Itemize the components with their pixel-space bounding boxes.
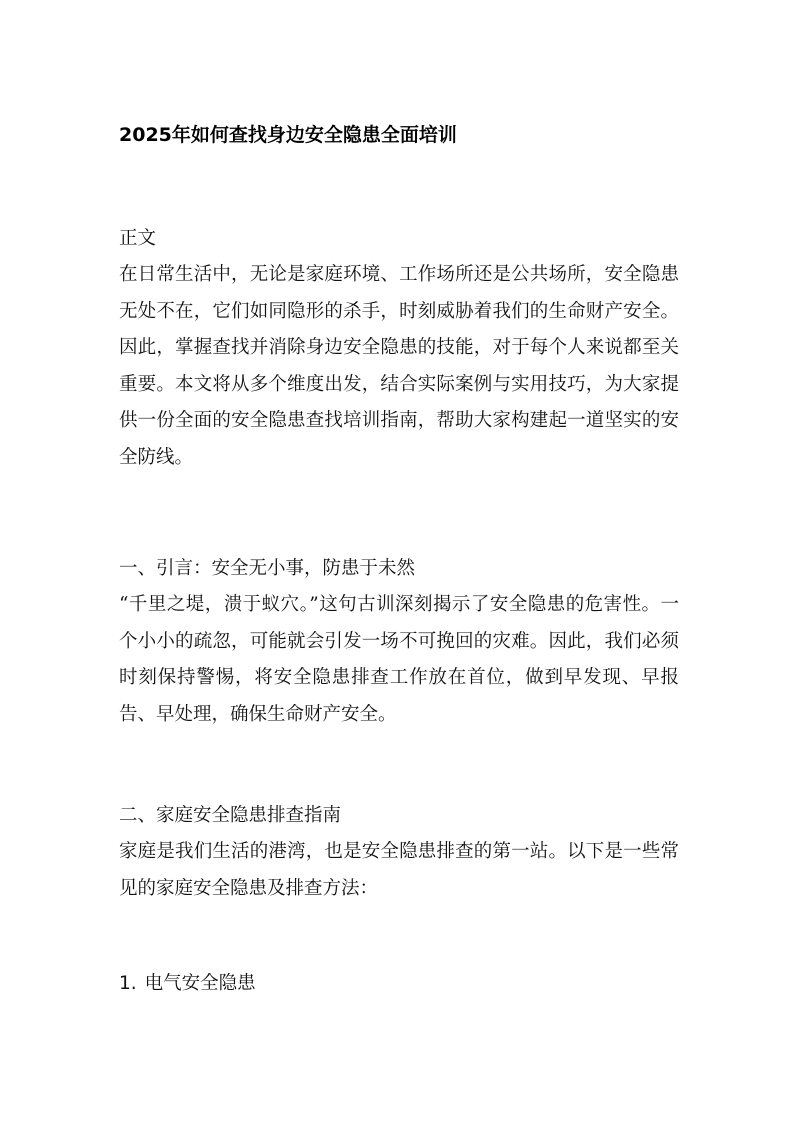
section-paragraph-home-safety: 家庭是我们生活的港湾，也是安全隐患排查的第一站。以下是一些常见的家庭安全隐患及排查方法： bbox=[119, 841, 679, 899]
body-label: 正文 bbox=[119, 228, 157, 249]
numbered-item-text: 电气安全隐患 bbox=[144, 973, 256, 994]
numbered-item bbox=[119, 966, 256, 1003]
intro-paragraph: 在日常生活中，无论是家庭环境、工作场所还是公共场所，安全隐患无处不在，它们如同隐形的杀手，时刻威胁着我们的生命财产安全。因此，掌握查找并消除身边安全隐患的技能，对于每个人来说都至关重要。本文将从多个维度出发，结合实际案例与实用技巧，为大家提供一份全面的安全隐患查找培训指南，帮助大家构建起一道坚实的安全防线。 bbox=[119, 264, 679, 468]
section-heading-introduction: 一、引言：安全无小事，防患于未然 bbox=[119, 558, 416, 579]
section-heading-home-safety: 二、家庭安全隐患排查指南 bbox=[119, 805, 342, 826]
numbered-item-number: 1. bbox=[119, 973, 137, 994]
document-title: 2025年如何查找身边安全隐患全面培训 bbox=[119, 124, 457, 146]
section-paragraph-introduction: “千里之堤，溃于蚁穴。”这句古训深刻揭示了安全隐患的危害性。一个小小的疏忽，可能就会引发一场不可挽回的灾难。因此，我们必须时刻保持警惕，将安全隐患排查工作放在首位，做到早发现、早报告、早处理，确保生命财产安全。 bbox=[119, 594, 679, 725]
